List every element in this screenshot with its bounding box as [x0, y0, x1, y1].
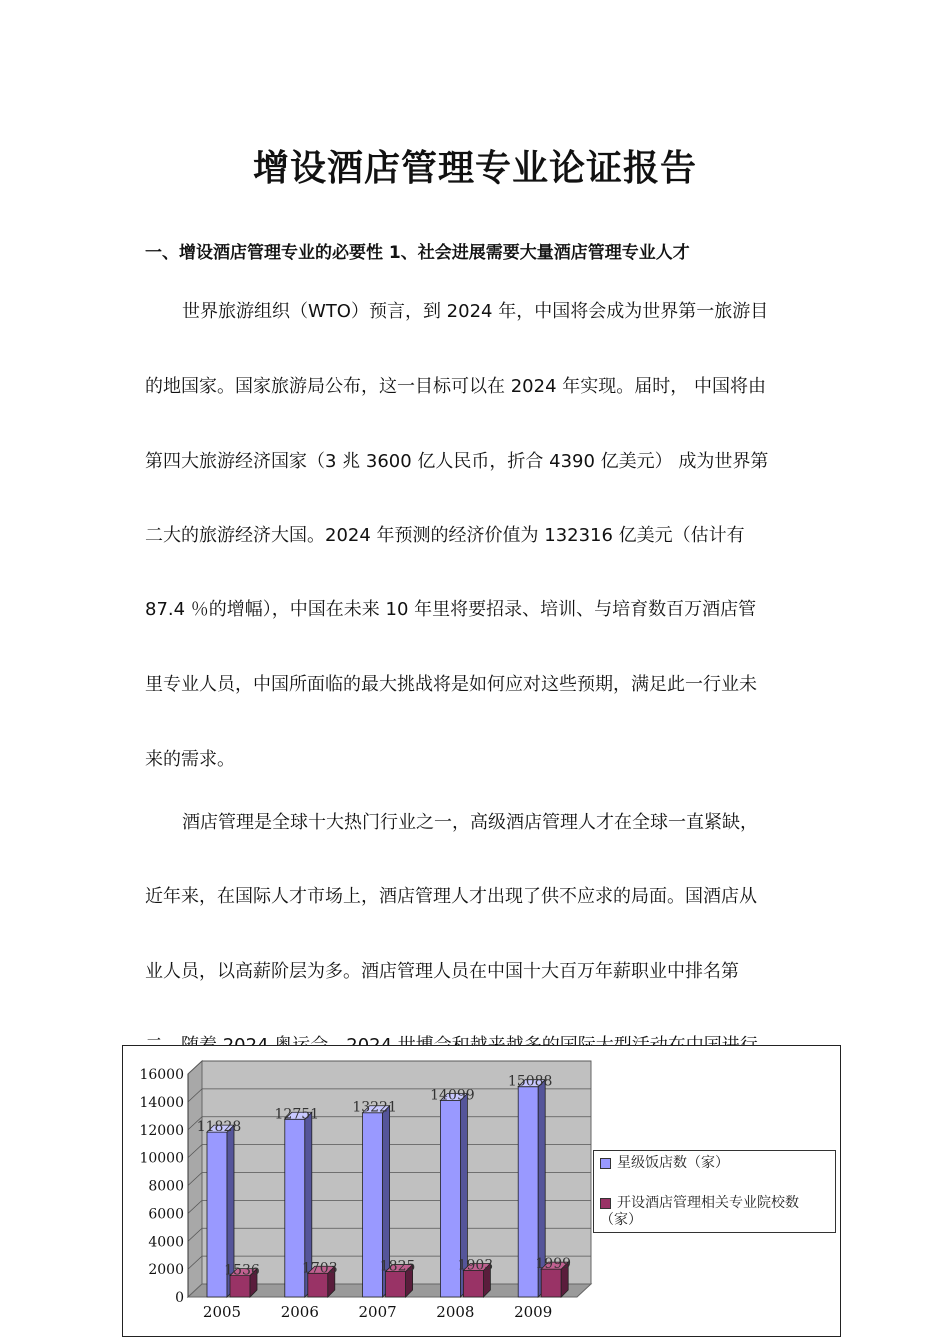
bar-series-2	[308, 1273, 328, 1297]
paragraph-line: 来的需求。	[145, 749, 235, 770]
paragraph-line: 酒店管理是全球十大热门行业之一，高级酒店管理人才在全球一直紧缺，	[182, 812, 758, 833]
paragraph-line: 87.4 ％的增幅），中国在未来 10 年里将要招录、培训、与培育数百万酒店管	[145, 599, 757, 620]
y-tick-label: 16000	[139, 1067, 184, 1083]
data-label: 1703	[301, 1260, 338, 1277]
y-tick-label: 8000	[148, 1178, 184, 1195]
y-tick-label: 14000	[139, 1094, 184, 1111]
data-label: 1536	[224, 1262, 260, 1279]
legend-label: 开设酒店管理相关专业院校数（家）	[600, 1195, 799, 1228]
data-label: 13221	[352, 1099, 397, 1116]
legend-swatch	[600, 1158, 611, 1169]
paragraph-line: 近年来，在国际人才市场上，酒店管理人才出现了供不应求的局面。国酒店从	[145, 886, 757, 907]
x-tick-label: 2008	[436, 1303, 475, 1321]
bar-series-2	[230, 1276, 250, 1297]
data-label: 14099	[430, 1087, 475, 1104]
data-label: 12751	[274, 1106, 320, 1123]
paragraph-line: 的地国家。国家旅游局公布，这一目标可以在 2024 年实现。届时， 中国将由	[145, 376, 766, 397]
data-label: 11828	[196, 1119, 242, 1136]
paragraph-line: 第四大旅游经济国家（3 兆 3600 亿人民币，折合 4390 亿美元） 成为世界第	[145, 451, 769, 472]
paragraph-line: 世界旅游组织（WTO）预言，到 2024 年，中国将会成为世界第一旅游目	[182, 301, 769, 322]
x-tick-label: 2005	[202, 1303, 242, 1321]
y-tick-label: 4000	[148, 1234, 184, 1251]
data-label: 15088	[507, 1073, 553, 1090]
bar-series-2	[463, 1270, 483, 1297]
y-tick-label: 10000	[139, 1150, 184, 1167]
legend-entry	[600, 1155, 729, 1172]
x-tick-label: 2007	[358, 1303, 397, 1321]
y-tick-label: 2000	[148, 1262, 184, 1279]
data-label: 1903	[457, 1257, 494, 1274]
paragraph-line: 二大的旅游经济大国。2024 年预测的经济价值为 132316 亿美元（估计有	[145, 525, 745, 546]
page-title: 增设酒店管理专业论证报告	[252, 148, 697, 189]
chart-legend	[593, 1150, 836, 1233]
paragraph-line: 里专业人员，中国所面临的最大挑战将是如何应对这些预期，满足此一行业未	[145, 674, 757, 695]
legend-entry	[600, 1195, 830, 1229]
x-tick-label: 2006	[280, 1303, 319, 1321]
legend-swatch	[600, 1198, 611, 1209]
x-tick-label: 2009	[514, 1303, 553, 1321]
data-label: 1999	[535, 1256, 572, 1273]
paragraph-line: 业人员，以高薪阶层为多。酒店管理人员在中国十大百万年薪职业中排名第	[145, 961, 739, 982]
y-tick-label: 6000	[148, 1206, 184, 1223]
y-tick-label: 12000	[139, 1122, 184, 1139]
data-label: 1825	[379, 1258, 416, 1275]
bar-series-2	[541, 1269, 561, 1297]
bar-series-2	[386, 1272, 406, 1297]
y-tick-label: 0	[175, 1290, 184, 1306]
section-heading: 一、增设酒店管理专业的必要性 1、社会进展需要大量酒店管理专业人才	[145, 243, 690, 263]
legend-label: 星级饭店数（家）	[617, 1155, 729, 1171]
